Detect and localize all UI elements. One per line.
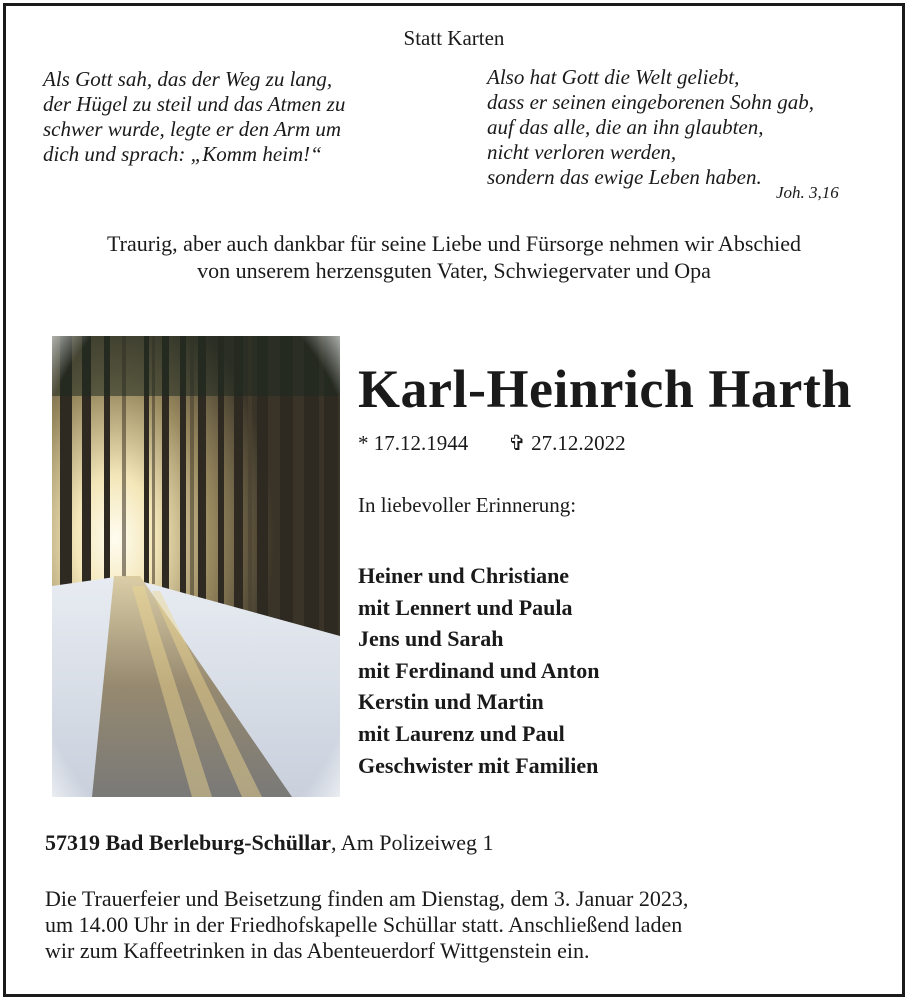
mourner-line: Kerstin und Martin bbox=[358, 689, 544, 715]
verse-right-line: Also hat Gott die Welt geliebt, bbox=[487, 65, 740, 89]
mourner-line: Geschwister mit Familien bbox=[358, 752, 599, 778]
address-street: , Am Polizeiweg 1 bbox=[331, 830, 494, 855]
verse-left bbox=[43, 67, 345, 167]
verse-right bbox=[487, 65, 814, 190]
mourner-line: mit Ferdinand und Anton bbox=[358, 657, 600, 683]
verse-left-line: schwer wurde, legte er den Arm um bbox=[43, 117, 342, 141]
verse-right-line: nicht verloren werden, bbox=[487, 140, 677, 164]
verse-right-line: sondern das ewige Leben haben. bbox=[487, 165, 762, 189]
mourner-line: Jens und Sarah bbox=[358, 626, 504, 652]
mourner-line: Heiner und Christiane bbox=[358, 563, 570, 588]
intro-line: Traurig, aber auch dankbar für seine Liebe und Fürsorge nehmen wir Abschied bbox=[106, 231, 802, 256]
intro-text bbox=[0, 230, 908, 284]
mourner-line: mit Lennert und Paula bbox=[358, 594, 573, 620]
verse-right-line: dass er seinen eingeborenen Sohn gab, bbox=[487, 90, 814, 114]
memory-text: In liebevoller Erinnerung: bbox=[358, 493, 577, 517]
address-town: 57319 Bad Berleburg-Schüllar bbox=[45, 830, 332, 855]
deceased-name: Karl-Heinrich Harth bbox=[358, 359, 852, 419]
death-date: ✞ 27.12.2022 bbox=[508, 431, 626, 455]
verse-left-line: dich und sprach: „Komm heim!“ bbox=[43, 142, 322, 166]
header-text: Statt Karten bbox=[403, 26, 505, 50]
verse-right-line: auf das alle, die an ihn glaubten, bbox=[487, 115, 764, 139]
forest-photo bbox=[52, 336, 340, 797]
mourner-line: mit Laurenz und Paul bbox=[358, 720, 565, 746]
verse-left-line: Als Gott sah, das der Weg zu lang, bbox=[43, 67, 333, 91]
verse-reference: Joh. 3,16 bbox=[776, 183, 839, 202]
service-line: um 14.00 Uhr in der Friedhofskapelle Schüllar statt. Anschließend laden bbox=[45, 912, 683, 937]
mourners-list bbox=[358, 560, 599, 781]
address bbox=[45, 830, 494, 856]
birth-date: * 17.12.1944 bbox=[358, 431, 469, 455]
intro-line: von unserem herzensguten Vater, Schwiegervater und Opa bbox=[197, 258, 711, 283]
service-info bbox=[45, 886, 865, 964]
service-line: Die Trauerfeier und Beisetzung finden am Dienstag, dem 3. Januar 2023, bbox=[45, 886, 689, 911]
verse-left-line: der Hügel zu steil und das Atmen zu bbox=[43, 92, 346, 116]
service-line: wir zum Kaffeetrinken in das Abenteuerdorf Wittgenstein ein. bbox=[45, 938, 590, 963]
life-dates bbox=[358, 431, 626, 456]
